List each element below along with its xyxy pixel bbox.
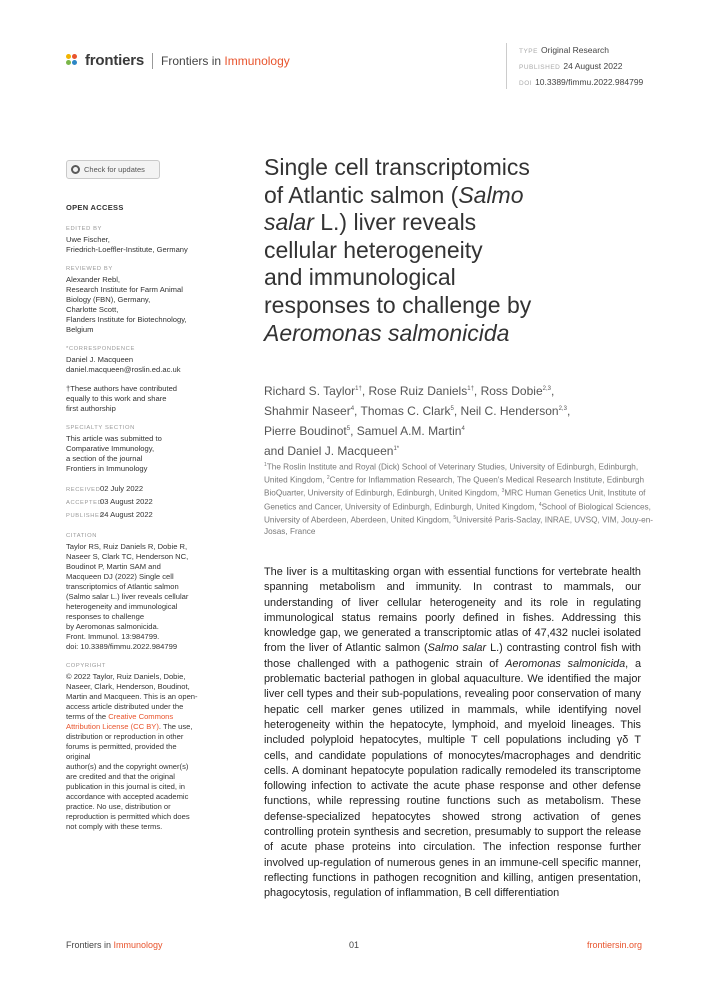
meta-type: TYPE Original Research	[519, 45, 610, 55]
edited-by-text	[66, 235, 216, 255]
text-line: accordance with accepted academic	[66, 792, 189, 801]
author[interactable]: Ross Dobie$^{2,3}$	[480, 384, 551, 398]
text-line: Naseer S, Clark TC, Henderson NC,	[66, 552, 189, 561]
text-line: Boudinot P, Martin SAM and	[66, 562, 161, 571]
text-line: Daniel J. Macqueen	[66, 355, 134, 364]
specialty-section: SPECIALTY SECTION This article was submitted to Comparative Immunology, a section of the journal Frontiers in Immunology	[66, 423, 216, 474]
text-line: publication in this journal is cited, in	[66, 782, 186, 791]
check-for-updates-button[interactable]	[66, 160, 160, 179]
text-line: This article was submitted to	[66, 434, 162, 443]
text-line: reproduction is permitted which does	[66, 812, 190, 821]
text-line: Frontiers in Immunology	[66, 464, 148, 473]
contribution-note	[66, 384, 216, 414]
author[interactable]: Richard S. Taylor$^{1\dagger}$	[264, 384, 362, 398]
received-date: RECEIVED02 July 2022	[66, 484, 144, 493]
text-line: distribution or reproduction in other	[66, 732, 184, 741]
citation-section: CITATION Taylor RS, Ruiz Daniels R, Dobie R, Naseer S, Clark TC, Henderson NC, Boudinot P, Martin SAM and Macqueen DJ (2022) Single cell transcriptomics of Atlantic salmon (Salmo salar L.) liver reveals cellular heterogeneity and immunological responses to challenge by Aeromonas salmonicida. Front. Immunol. 13:984799. doi: 10.3389/fimmu.2022.984799	[66, 531, 216, 652]
edited-by-section: EDITED BY Uwe Fischer, Friedrich-Loeffler-Institute, Germany	[66, 224, 216, 255]
author[interactable]: Shahmir Naseer$^4$	[264, 404, 355, 418]
text-line: original	[66, 752, 91, 761]
author-list: Richard S. Taylor$^{1\dagger}$, Rose Ruiz Daniels$^{1\dagger}$, Ross Dobie$^{2,3}$, Shahmir Naseer$^4$, Thomas C. Clark$^5$, Neil C. Henderson$^{2,3}$, Pierre Boudinot$^5$, Samuel A.M. Martin$^4$ and Daniel J. Macqueen$^{1*}$	[264, 384, 571, 458]
text-line: by Aeromonas salmonicida.	[66, 622, 159, 631]
text-line: access article distributed under the	[66, 702, 184, 711]
journal-name: Frontiers in Immunology	[161, 53, 290, 68]
page-footer	[66, 940, 642, 954]
author[interactable]: Thomas C. Clark$^5$	[360, 404, 454, 418]
text-line: Alexander Rebl,	[66, 275, 121, 284]
open-access-label: OPEN ACCESS	[66, 203, 124, 212]
text-line: Research Institute for Farm Animal	[66, 285, 183, 294]
text-line: Uwe Fischer,	[66, 235, 110, 244]
meta-published: PUBLISHED 24 August 2022	[519, 61, 623, 71]
article-meta	[506, 43, 643, 89]
text-line: Belgium	[66, 325, 94, 334]
frontiers-logo-icon	[66, 54, 80, 68]
text-line: daniel.macqueen@roslin.ed.ac.uk	[66, 365, 181, 374]
text-line: †These authors have contributed	[66, 384, 178, 393]
copyright-text	[66, 672, 216, 832]
text-line: heterogeneity and immunological	[66, 602, 178, 611]
correspondence-text[interactable]	[66, 355, 216, 375]
check-updates-label: Check for updates	[84, 165, 145, 174]
text-line: Friedrich-Loeffler-Institute, Germany	[66, 245, 188, 254]
affiliations: $^1$The Roslin Institute and Royal (Dick) School of Veterinary Studies, University of Edinburgh, Edinburgh, United Kingdom, $^2$Centre for Inflammation Research, The Queen's Medical Research Institute, Edinburgh BioQuarter, University of Edinburgh, Edinburgh, United Kingdom, $^3$MRC Human Genetics Unit, Institute of Genetics and Cancer, University of Edinburgh, Edinburgh, United Kingdom, $^4$School of Biological Sciences, University of Aberdeen, Aberdeen, United Kingdom, $^5$Université Paris-Saclay, INRAE, UVSQ, VIM, Jouy-en-Josas, France	[264, 462, 653, 537]
text-line: first authorship	[66, 404, 116, 413]
text-line: Macqueen DJ (2022) Single cell	[66, 572, 174, 581]
author[interactable]: Neil C. Henderson$^{2,3}$	[460, 404, 567, 418]
text-line: responses to challenge	[66, 612, 145, 621]
author[interactable]: Rose Ruiz Daniels$^{1\dagger}$	[368, 384, 474, 398]
specialty-text	[66, 434, 216, 474]
text-line: Flanders Institute for Biotechnology,	[66, 315, 187, 324]
footer-journal: Frontiers in Immunology	[66, 940, 163, 950]
text-line: author(s) and the copyright owner(s)	[66, 762, 189, 771]
meta-doi: DOI 10.3389/fimmu.2022.984799	[519, 77, 644, 87]
text-line: transcriptomics of Atlantic salmon	[66, 582, 179, 591]
license-link[interactable]: Creative Commons Attribution License (CC BY)	[66, 712, 174, 731]
citation-text	[66, 542, 216, 652]
author[interactable]: Samuel A.M. Martin$^4$	[356, 424, 465, 438]
text-line: (Salmo salar L.) liver reveals cellular	[66, 592, 189, 601]
text-line: Comparative Immunology,	[66, 444, 155, 453]
author[interactable]: Daniel J. Macqueen$^{1*}$	[287, 444, 400, 458]
text-line: forums is permitted, provided the	[66, 742, 177, 751]
logo-divider	[152, 53, 153, 69]
published-date: PUBLISHED24 August 2022	[66, 510, 153, 519]
text-line: © 2022 Taylor, Ruiz Daniels, Dobie,	[66, 672, 186, 681]
text-line: Taylor RS, Ruiz Daniels R, Dobie R,	[66, 542, 188, 551]
author[interactable]: Pierre Boudinot$^5$	[264, 424, 351, 438]
correspondence-section: *CORRESPONDENCE Daniel J. Macqueen daniel.macqueen@roslin.ed.ac.uk	[66, 344, 216, 375]
brand-name: frontiers	[85, 52, 145, 69]
dates-section	[66, 483, 216, 522]
text-line: Biology (FBN), Germany,	[66, 295, 151, 304]
footer-site-link[interactable]: frontiersin.org	[586, 940, 642, 950]
accepted-date: ACCEPTED03 August 2022	[66, 497, 153, 506]
reviewed-by-text	[66, 275, 216, 335]
text-line: doi: 10.3389/fimmu.2022.984799	[66, 642, 178, 651]
article-title: Single cell transcriptomics of Atlantic salmon (Salmo salar L.) liver reveals cellular heterogeneity and immunological responses to challenge by Aeromonas salmonicida	[264, 154, 532, 346]
text-line: Front. Immunol. 13:984799.	[66, 632, 160, 641]
text-line: are credited and that the original	[66, 772, 175, 781]
reviewed-by-section: REVIEWED BY Alexander Rebl, Research Institute for Farm Animal Biology (FBN), Germany, Charlotte Scott, Flanders Institute for Biotechnology, Belgium	[66, 264, 216, 335]
text-line: Naseer, Clark, Henderson, Boudinot,	[66, 682, 190, 691]
frontiers-logo[interactable]	[66, 52, 290, 69]
text-line: equally to this work and share	[66, 394, 167, 403]
check-updates-icon	[71, 165, 80, 174]
copyright-section: COPYRIGHT © 2022 Taylor, Ruiz Daniels, Dobie, Naseer, Clark, Henderson, Boudinot, Martin and Macqueen. This is an open- access article distributed under the terms of the Creative Commons Attribution License (CC BY). The use, distribution or reproduction in other forums is permitted, provided the original author(s) and the copyright owner(s) are credited and that the original publication in this journal is cited, in accordance with accepted academic practice. No use, distribution or reproduction is permitted which does not comply with these terms.	[66, 661, 216, 832]
text-line: . The use,	[158, 722, 193, 731]
text-line: terms of the	[66, 712, 109, 721]
text-line: Martin and Macqueen. This is an open-	[66, 692, 198, 701]
text-line: a section of the journal	[66, 454, 143, 463]
text-line: Charlotte Scott,	[66, 305, 119, 314]
text-line: practice. No use, distribution or	[66, 802, 171, 811]
page-number: 01	[348, 940, 359, 950]
text-line: not comply with these terms.	[66, 822, 163, 831]
sidebar	[66, 203, 216, 841]
abstract: The liver is a multitasking organ with essential functions for vertebrate health spanning metabolism and immunity. In contrast to mammals, our understanding of liver cellular heterogeneity and its role in regulating immunological status remains poorly defined in fishes. Addressing this knowledge gap, we generated a transcriptomic atlas of 47,432 nuclei isolated from the liver of Atlantic salmon (Salmo salar L.) contrasting control fish with those challenged with a pathogenic strain of Aeromonas salmonicida, a problematic bacterial pathogen in global aquaculture. We identified the major liver cell types and their sub-populations, revealing poor conservation of many hepatic cell marker genes utilized in mammals, while identifying novel heterogeneity within the hepatocyte, lymphoid, and myeloid lineages. This included polyploid hepatocytes, multiple T cell populations including γδ T cells, and candidate populations of monocytes/macrophages and dendritic cells. A dominant hepatocyte population radically remodeled its transcriptome following infection to activate the acute phase response and other defense functions, while repressing routine functions such as metabolism. These defense-specialized hepatocytes showed strong activation of genes controlling protein synthesis and secretion, presumably to support the release of acute phase proteins into circulation. The infection response further involved up-regulation of numerous genes in an immune-cell specific manner, reflecting functions in pathogen recognition and killing, antigen presentation, phagocytosis, regulation of inflammation, B cell differentiation	[264, 566, 642, 900]
